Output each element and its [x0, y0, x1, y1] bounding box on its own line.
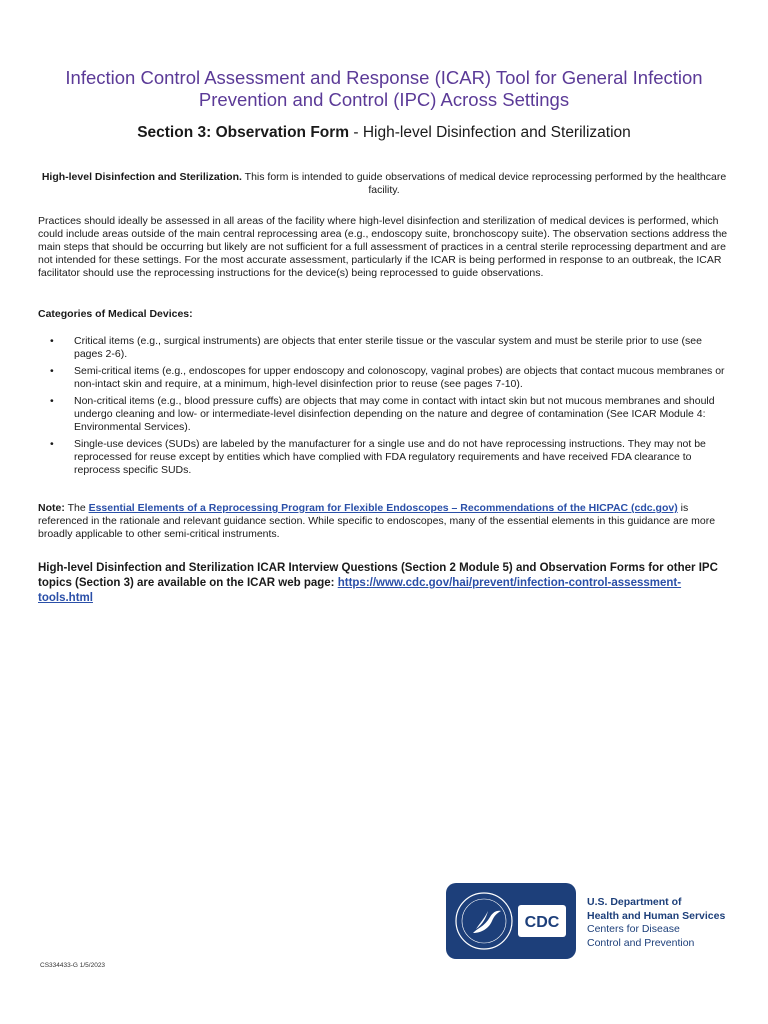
icar-web-page-link[interactable]: https://www.cdc.gov/hai/prevent/infection-control-assessment-tools.html — [38, 577, 682, 604]
page-title-line-2: Prevention and Control (IPC) Across Settings — [198, 89, 570, 110]
section-title — [40, 123, 728, 143]
page-title-line-1: Infection Control Assessment and Response (ICAR) Tool for General Infection — [65, 67, 703, 88]
cdc-logo-text: CDC — [524, 914, 560, 931]
list-item-text: Semi-critical items (e.g., endoscopes for upper endoscopy and colonoscopy, vaginal probes) are objects that contact mucous membranes or non-intact skin and require, at a minimum, high-level disinfection prior to reuse (see pages 7-10). — [74, 365, 725, 390]
intro-bold: High-level Disinfection and Sterilization. — [41, 171, 242, 183]
list-item — [38, 395, 728, 434]
categories-heading: Categories of Medical Devices: — [38, 308, 193, 320]
list-item — [38, 438, 728, 477]
availability-text: High-level Disinfection and Sterilization ICAR Interview Questions (Section 2 Module 5) and Observation Forms for other IPC topics (Section 3) are available on the ICAR web page: — [38, 562, 718, 589]
note-post: is referenced in the rationale and relevant guidance section. While specific to endoscopes, many of the essential elements in this guidance are more broadly applicable to other semi-critical instruments. — [38, 502, 716, 540]
list-item-text: Single-use devices (SUDs) are labeled by the manufacturer for a single use and do not have reprocessing instructions. They may not be reprocessed for reuse except by entities which have complied with FDA regulatory requirements and have received FDA clearance to reprocess specific SUDs. — [74, 438, 706, 476]
note-paragraph — [38, 502, 728, 541]
hhs-line-1: U.S. Department of — [587, 896, 682, 908]
section-title-rest: - High-level Disinfection and Sterilization — [349, 124, 631, 141]
hhs-cdc-wordmark — [587, 896, 725, 950]
practices-paragraph: Practices should ideally be assessed in all areas of the facility where high-level disinfection and sterilization of medical devices is performed, which could include areas outside of the main central reprocessing area (e.g., endoscopy suite, bronchoscopy suite). The observation sections address the main steps that should be occurring but likely are not sufficient for a full assessment of practices in a central sterile reprocessing department and are not intended for these settings. For the most accurate assessment, particularly if the ICAR is being performed in response to an outbreak, the ICAR facilitator should use the reprocessing instructions for the device(s) being reprocessed to guide observations. — [38, 215, 728, 279]
bullet-icon: • — [50, 395, 54, 407]
hhs-line-2: Health and Human Services — [587, 909, 726, 922]
page-title — [40, 67, 728, 111]
hicpac-guidance-link[interactable]: Essential Elements of a Reprocessing Program for Flexible Endoscopes – Recommendations of the HICPAC (cdc.gov) — [88, 502, 678, 514]
note-pre: The — [64, 502, 89, 514]
bullet-icon: • — [50, 438, 54, 450]
hhs-cdc-logo — [446, 883, 576, 959]
section-title-bold: Section 3: Observation Form — [137, 124, 350, 141]
bullet-icon: • — [50, 335, 54, 347]
intro-text: This form is intended to guide observations of medical device reprocessing performed by the healthcare facility. — [241, 171, 727, 196]
bullet-icon: • — [50, 365, 54, 377]
cdc-line-1: Centers for Disease — [587, 923, 680, 935]
cdc-line-2: Control and Prevention — [587, 936, 695, 949]
note-label: Note: — [38, 502, 65, 514]
list-item-text: Critical items (e.g., surgical instruments) are objects that enter sterile tissue or the vascular system and must be sterile prior to use (see pages 2-6). — [74, 335, 702, 360]
availability-paragraph — [38, 561, 728, 606]
list-item — [38, 335, 728, 361]
list-item-text: Non-critical items (e.g., blood pressure cuffs) are objects that may come in contact with intact skin but not mucous membranes and should undergo cleaning and low- or intermediate-level disinfection depending on the nature and degree of contamination (See ICAR Module 4: Environmental Services). — [74, 395, 715, 433]
intro-paragraph — [40, 171, 728, 197]
list-item — [38, 365, 728, 391]
document-code: CS334433-G 1/5/2023 — [40, 962, 106, 969]
categories-list — [38, 335, 728, 481]
